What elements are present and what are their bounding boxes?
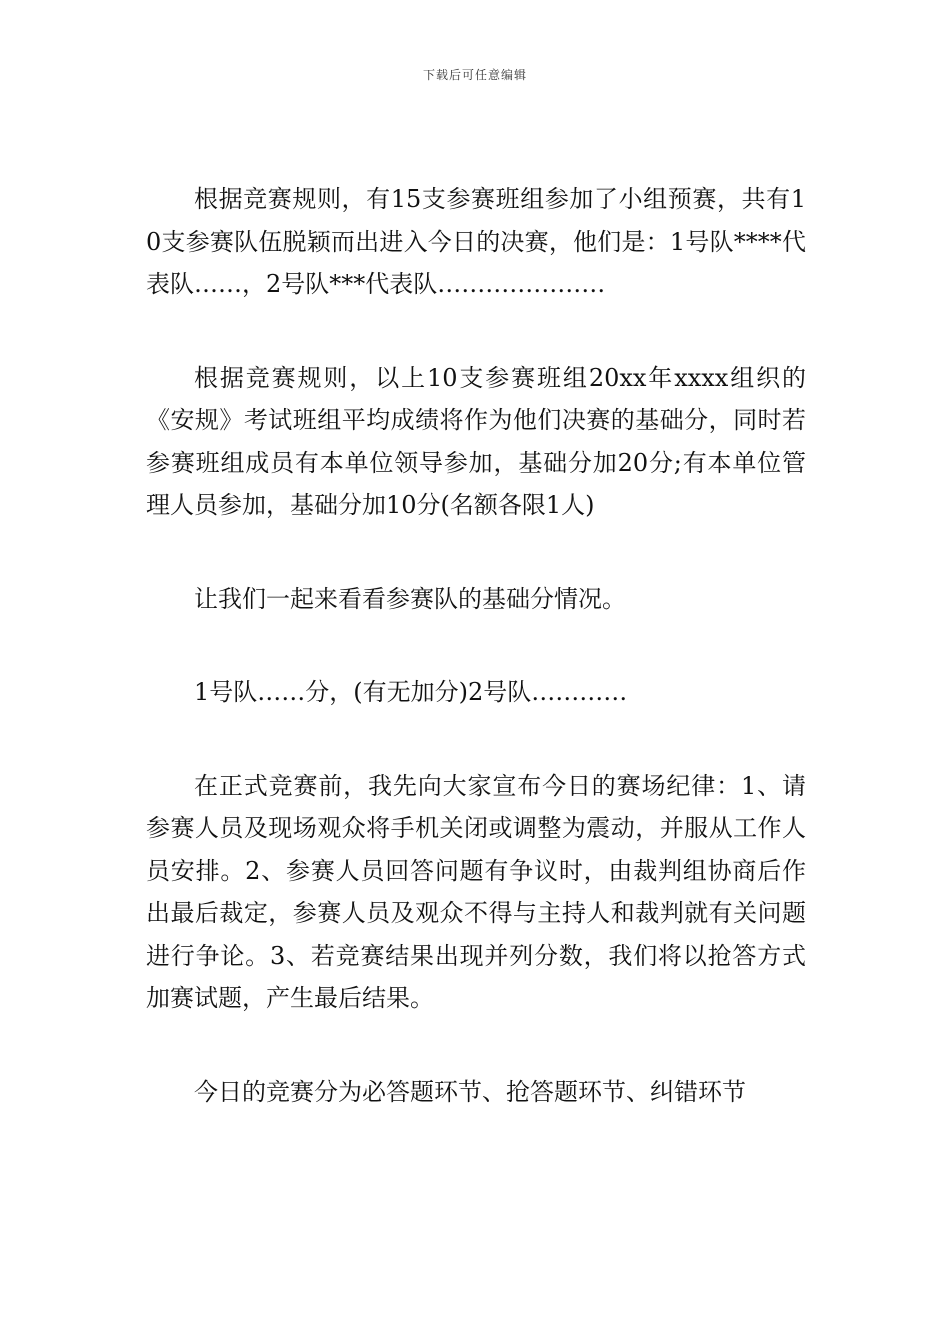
- paragraph-view-scores: 让我们一起来看看参赛队的基础分情况。: [194, 584, 626, 613]
- paragraph-discipline: 在正式竞赛前，我先向大家宣布今日的赛场纪律：1、请参赛人员及现场观众将手机关闭或调整为震动，并服从工作人员安排。2、参赛人员回答问题有争议时，由裁判组协商后作出最后裁定，参赛人员及观众不得与主持人和裁判就有关问题进行争论。3、若竞赛结果出现并列分数，我们将以抢答方式加赛试题，产生最后结果。: [146, 771, 806, 1012]
- paragraph-competition-sections: 今日的竞赛分为必答题环节、抢答题环节、纠错环节: [194, 1077, 746, 1106]
- paragraph-team-scores: 1号队……分，(有无加分)2号队…………: [194, 678, 628, 706]
- page-header-note: 下载后可任意编辑: [422, 68, 527, 82]
- paragraph-base-score: 根据竞赛规则，以上10支参赛班组20xx年xxxx组织的《安规》考试班组平均成绩将作为他们决赛的基础分，同时若参赛班组成员有本单位领导参加，基础分加20分;有本单位管理人员参加，基础分加10分(名额各限1人): [146, 363, 806, 519]
- document-body: [146, 178, 806, 1164]
- paragraph-rules-finalists: 根据竞赛规则，有15支参赛班组参加了小组预赛，共有10支参赛队伍脱颖而出进入今日的决赛，他们是：1号队****代表队……，2号队***代表队…………………: [146, 185, 806, 298]
